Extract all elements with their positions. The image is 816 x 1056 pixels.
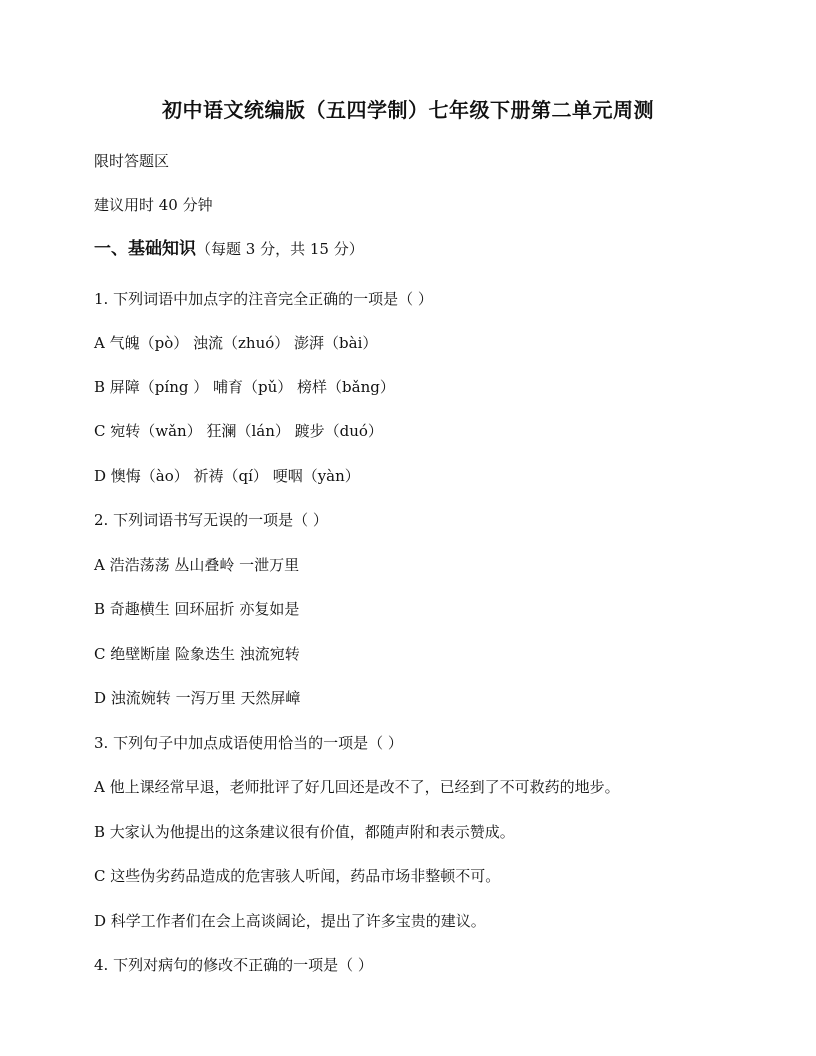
time-zone-label: 限时答题区 bbox=[94, 152, 170, 170]
question-3-option-d: D 科学工作者们在会上高谈阔论，提出了许多宝贵的建议。 bbox=[94, 912, 486, 930]
question-1-option-d: D 懊悔（ào） 祈祷（qí） 哽咽（yàn） bbox=[94, 467, 360, 485]
suggested-time: 建议用时 40 分钟 bbox=[94, 196, 213, 214]
question-1-option-c: C 宛转（wǎn） 狂澜（lán） 踱步（duó） bbox=[94, 422, 383, 440]
section-title: 一、基础知识 bbox=[94, 239, 196, 259]
question-1-option-a: A 气魄（pò） 浊流（zhuó） 澎湃（bài） bbox=[94, 334, 378, 352]
question-2-option-d: D 浊流婉转 一泻万里 天然屏嶂 bbox=[94, 689, 301, 707]
section-heading bbox=[94, 239, 364, 259]
question-3-option-b: B 大家认为他提出的这条建议很有价值，都随声附和表示赞成。 bbox=[94, 823, 515, 841]
section-score-note: （每题 3 分，共 15 分） bbox=[196, 240, 364, 258]
question-2-option-a: A 浩浩荡荡 丛山叠岭 一泄万里 bbox=[94, 556, 300, 574]
question-3-option-a: A 他上课经常早退，老师批评了好几回还是改不了，已经到了不可救药的地步。 bbox=[94, 778, 620, 796]
question-2-option-c: C 绝壁断崖 险象迭生 浊流宛转 bbox=[94, 645, 300, 663]
question-4-stem: 4. 下列对病句的修改不正确的一项是（ ） bbox=[94, 956, 373, 974]
question-2-stem: 2. 下列词语书写无误的一项是（ ） bbox=[94, 511, 328, 529]
question-1-stem: 1. 下列词语中加点字的注音完全正确的一项是（ ） bbox=[94, 290, 433, 308]
question-3-stem: 3. 下列句子中加点成语使用恰当的一项是（ ） bbox=[94, 734, 403, 752]
document-title: 初中语文统编版（五四学制）七年级下册第二单元周测 bbox=[162, 98, 654, 122]
question-3-option-c: C 这些伪劣药品造成的危害骇人听闻，药品市场非整顿不可。 bbox=[94, 867, 501, 885]
question-2-option-b: B 奇趣横生 回环屈折 亦复如是 bbox=[94, 600, 300, 618]
question-1-option-b: B 屏障（píng ） 哺育（pǔ） 榜样（bǎng） bbox=[94, 378, 395, 396]
